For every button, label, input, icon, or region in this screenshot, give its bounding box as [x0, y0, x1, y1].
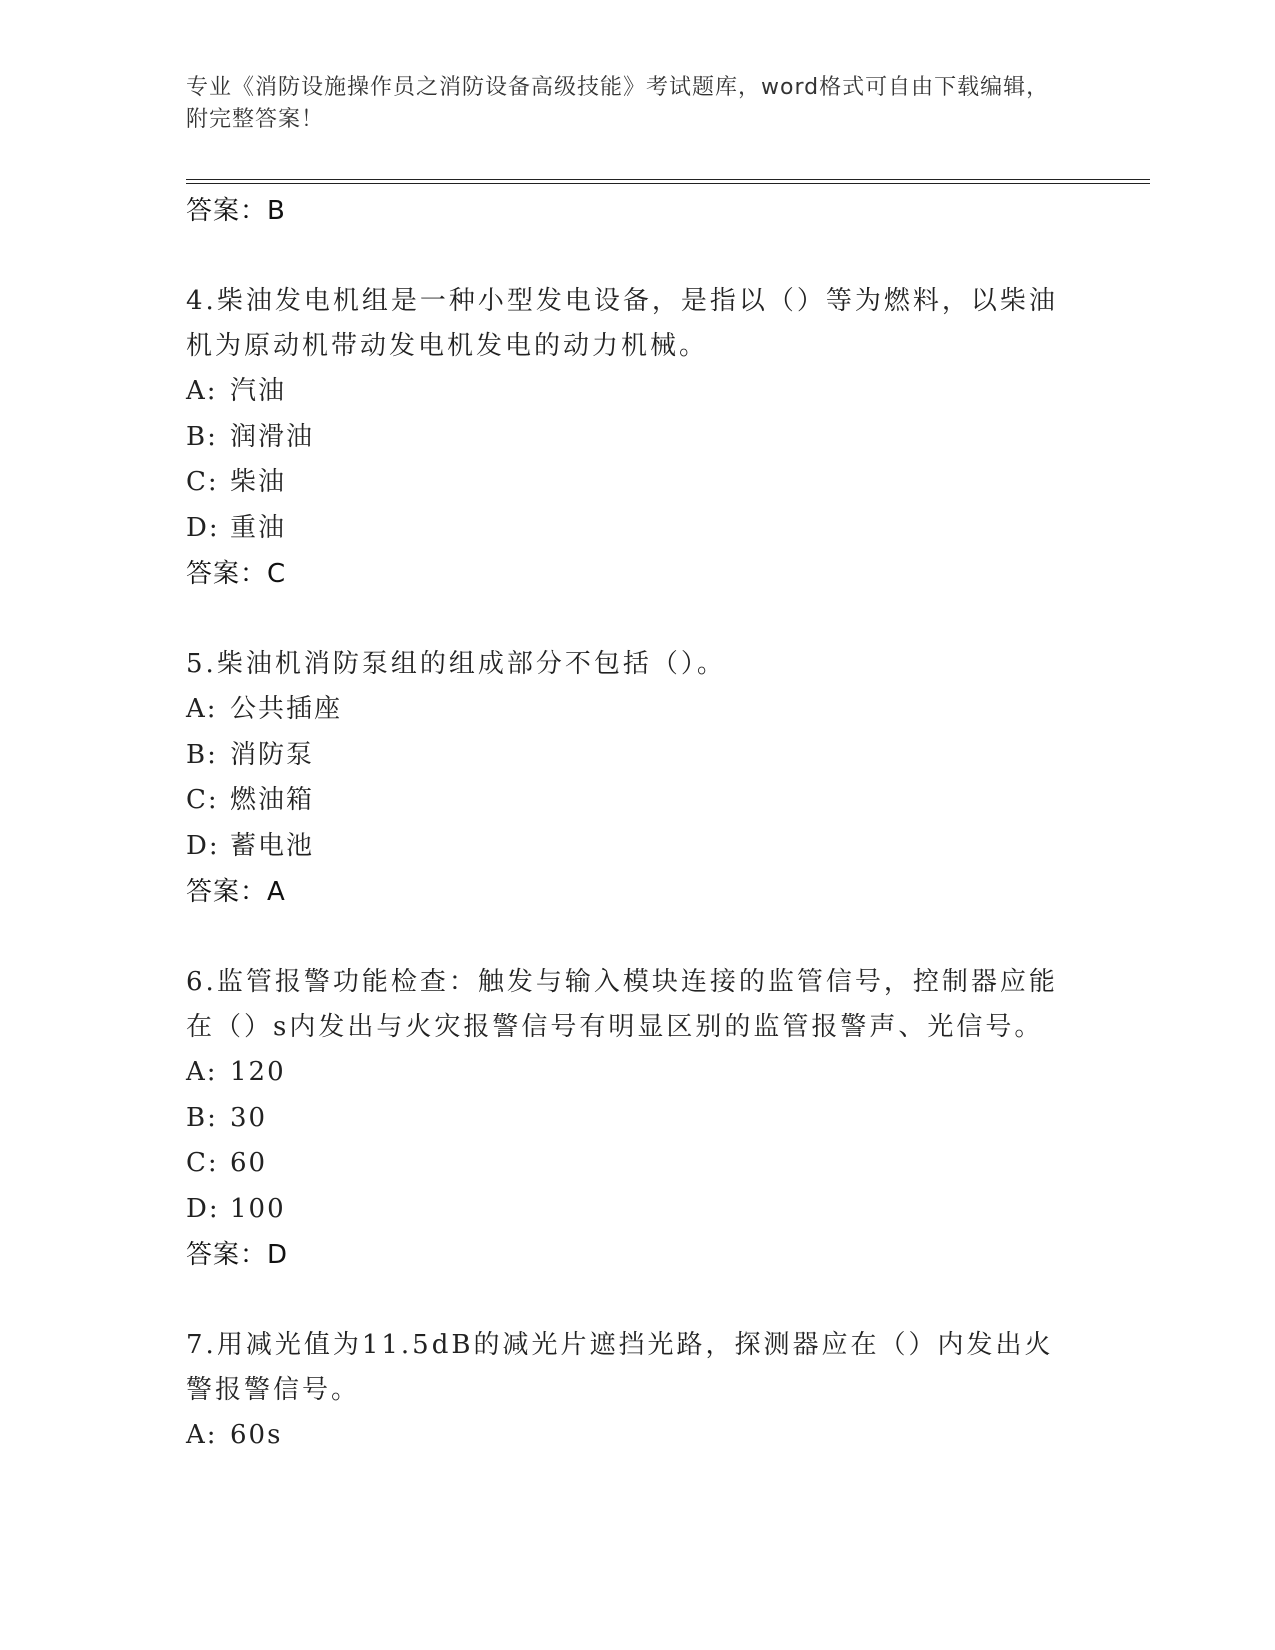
answer-line: 答案：B — [186, 196, 286, 226]
header-divider-bottom — [186, 183, 1150, 184]
answer-line: 答案：C — [186, 559, 287, 589]
question-list — [186, 188, 1076, 1459]
question-7 — [186, 1323, 1076, 1459]
option-b: B: 润滑油 — [186, 421, 315, 452]
option-a: A: 60s — [186, 1420, 283, 1450]
answer-line: 答案：A — [186, 877, 286, 907]
option-c: C: 柴油 — [186, 467, 287, 497]
option-d: D: 蓄电池 — [186, 830, 315, 861]
document-header: 专业《消防设施操作员之消防设备高级技能》考试题库，word格式可自由下载编辑，附完整答案！ — [186, 75, 1050, 132]
option-b: B: 消防泵 — [186, 739, 315, 770]
option-a: A: 公共插座 — [186, 694, 343, 724]
question-stem: 6.监管报警功能检查：触发与输入模块连接的监管信号，控制器应能在（）s内发出与火灾报警信号有明显区别的监管报警声、光信号。 — [186, 967, 1058, 1042]
header-divider-top — [186, 179, 1150, 180]
question-stem: 4.柴油发电机组是一种小型发电设备，是指以（）等为燃料，以柴油机为原动机带动发电机发电的动力机械。 — [186, 286, 1058, 361]
question-stem: 5.柴油机消防泵组的组成部分不包括（）。 — [186, 649, 726, 679]
option-d: D: 100 — [186, 1193, 286, 1224]
option-c: C: 60 — [186, 1148, 268, 1178]
option-a: A: 汽油 — [186, 376, 287, 406]
answer-line: 答案：D — [186, 1240, 289, 1270]
question-stem: 7.用减光值为11.5dB的减光片遮挡光路，探测器应在（）内发出火警报警信号。 — [186, 1330, 1054, 1405]
question-6 — [186, 960, 1076, 1278]
option-c: C: 燃油箱 — [186, 785, 315, 815]
question-5 — [186, 642, 1076, 915]
option-b: B: 30 — [186, 1102, 268, 1133]
option-a: A: 120 — [186, 1057, 286, 1087]
question-4 — [186, 279, 1076, 597]
option-d: D: 重油 — [186, 512, 287, 543]
